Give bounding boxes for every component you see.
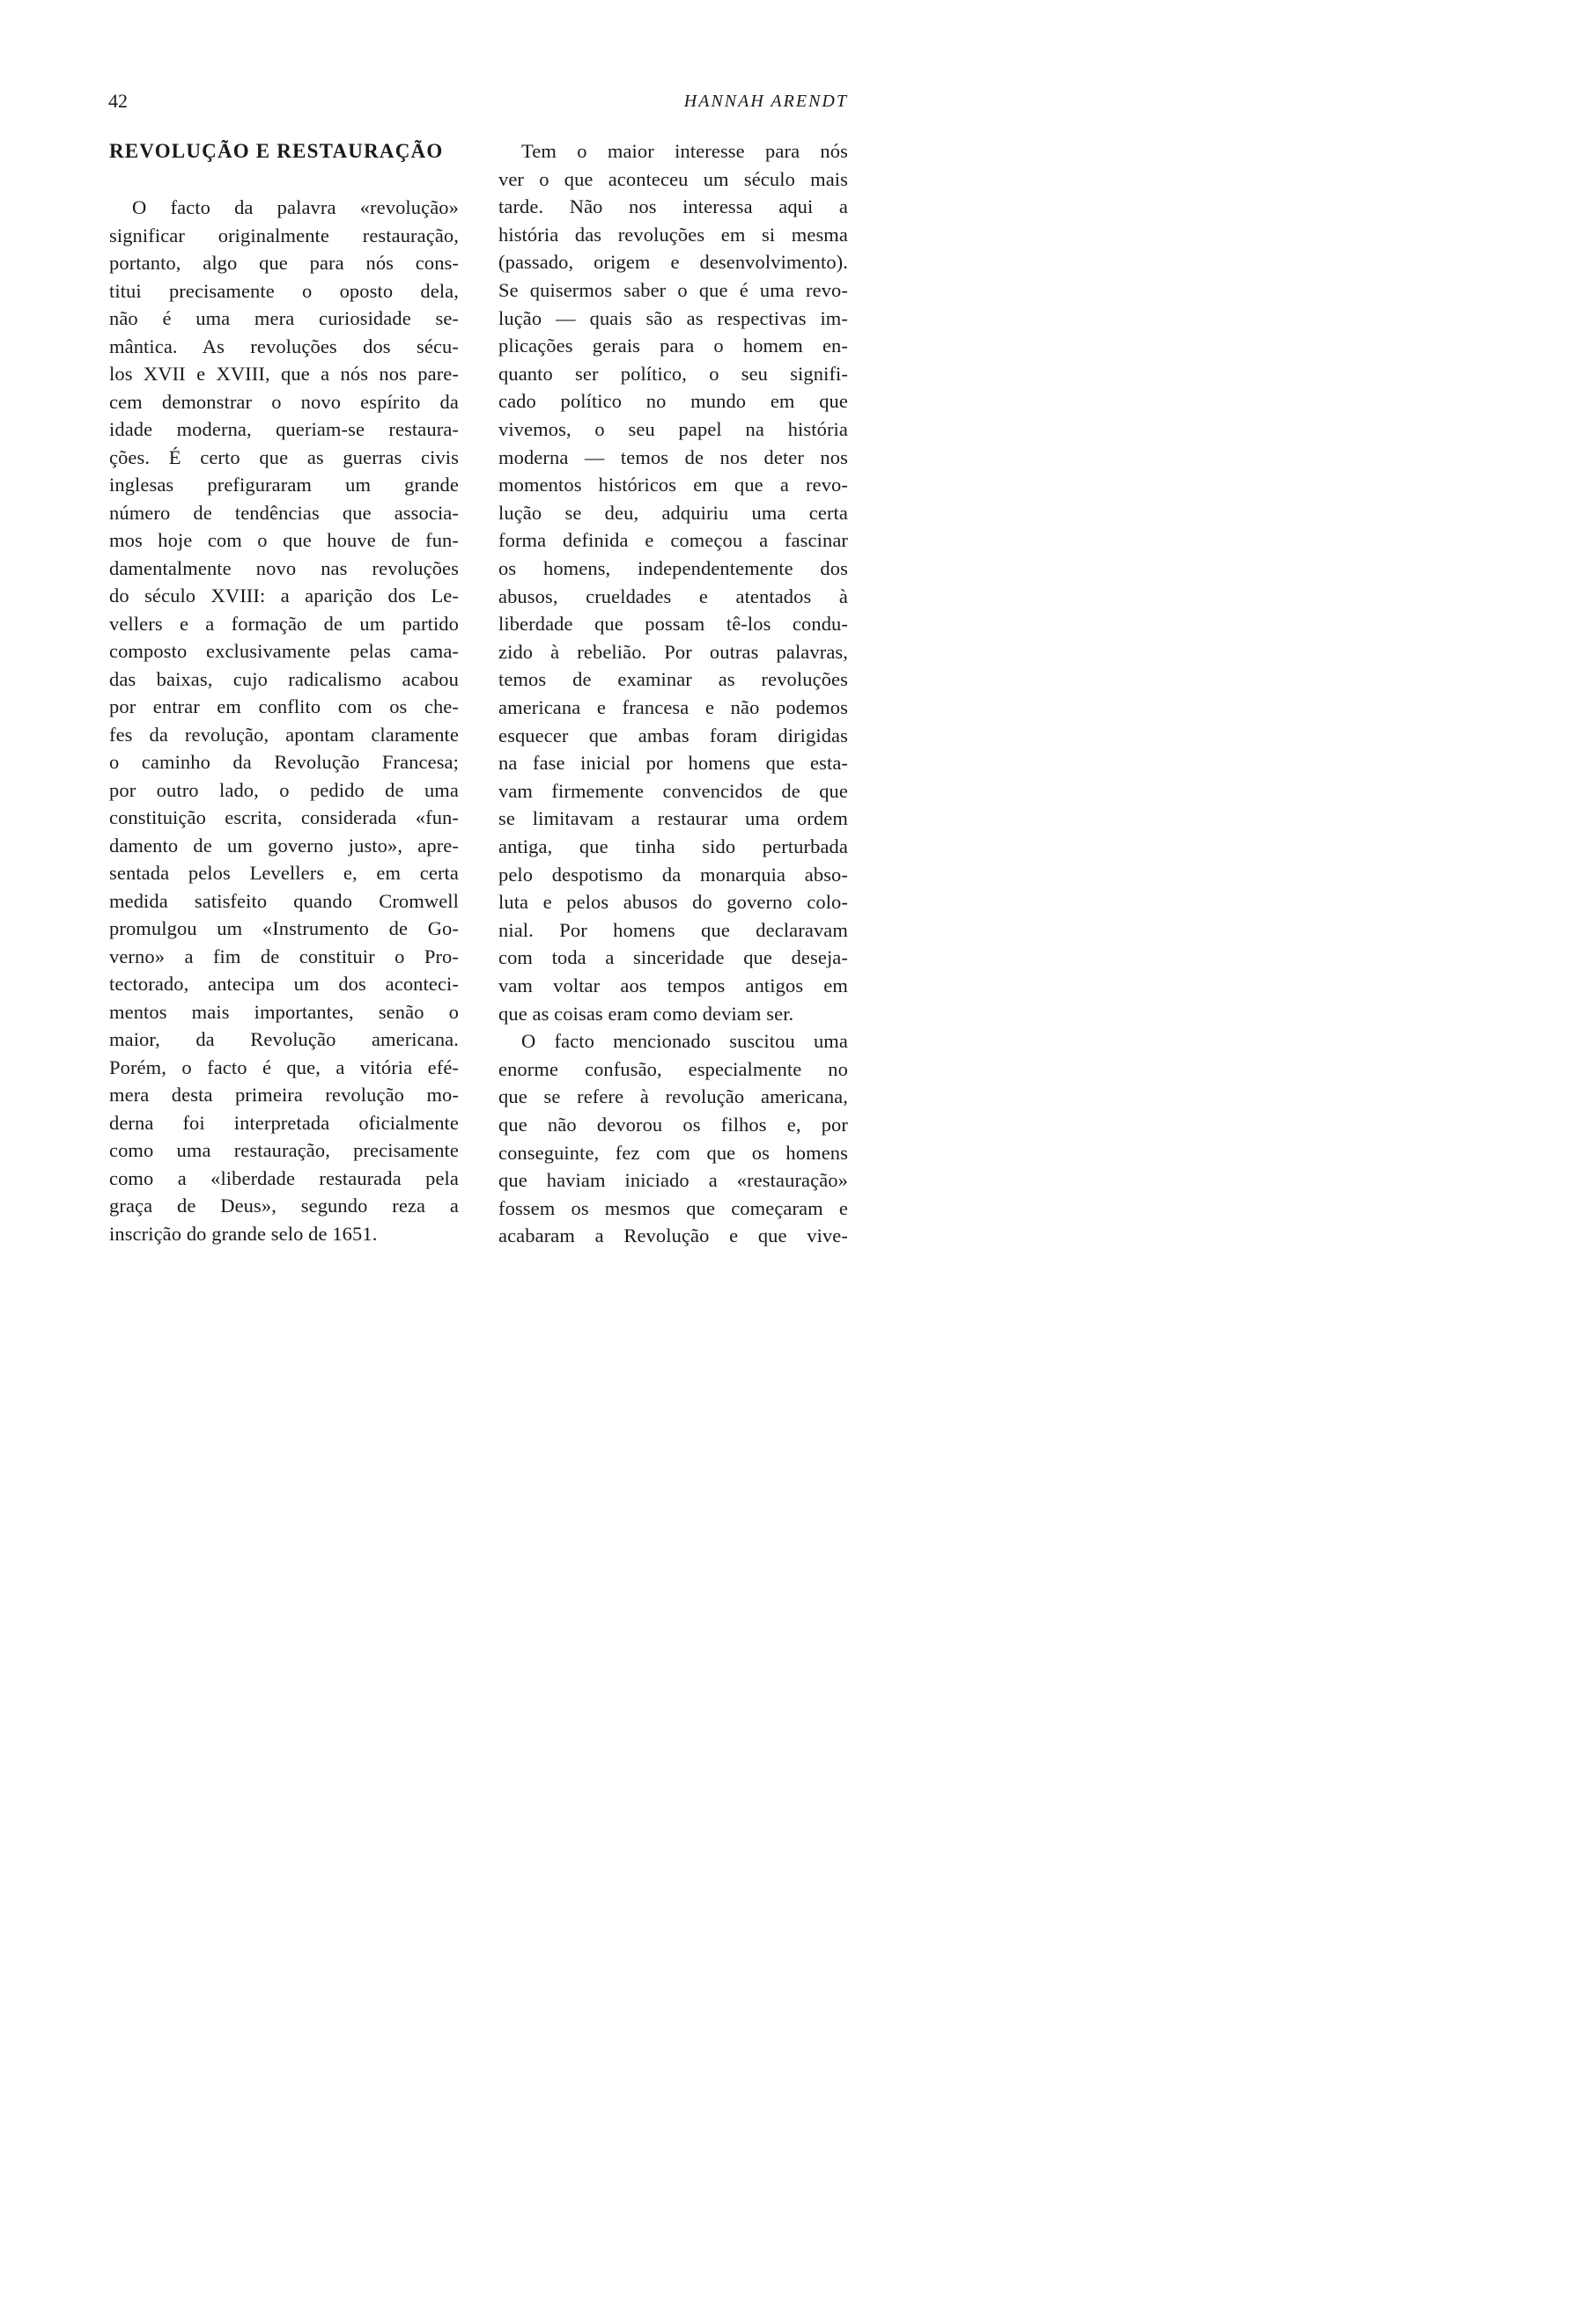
text-line: titui precisamente o oposto dela, (109, 279, 459, 302)
text-line: fes da revolução, apontam claramente (109, 723, 459, 746)
text-line: cado político no mundo em que (498, 390, 848, 413)
text-line: como a «liberdade restaurada pela (109, 1166, 459, 1189)
text-line: vam voltar aos tempos antigos em (498, 974, 848, 997)
text-line: medida satisfeito quando Cromwell (109, 889, 459, 912)
section-heading: REVOLUÇÃO E RESTAURAÇÃO (109, 140, 444, 162)
text-line: vellers e a formação de um partido (109, 612, 459, 635)
text-line: ções. É certo que as guerras civis (109, 445, 459, 468)
text-line: composto exclusivamente pelas cama- (109, 640, 459, 662)
running-head: HANNAH ARENDT (683, 92, 848, 111)
text-line: moderna — temos de nos deter nos (498, 445, 848, 468)
text-line: conseguinte, fez com que os homens (498, 1141, 848, 1164)
text-line: derna foi interpretada oficialmente (109, 1111, 459, 1134)
text-line: constituição escrita, considerada «fun- (109, 806, 459, 828)
text-line: história das revoluções em si mesma (498, 223, 848, 246)
text-line: ver o que aconteceu um século mais (498, 167, 848, 190)
text-line: vivemos, o seu papel na história (498, 418, 848, 440)
text-line: idade moderna, queriam-se restaura- (109, 418, 459, 440)
text-line: mântica. As revoluções dos sécu- (109, 335, 459, 357)
text-line: os homens, independentemente dos (498, 557, 848, 579)
text-line: vam firmemente convencidos de que (498, 779, 848, 802)
text-line: liberdade que possam tê-los condu- (498, 613, 848, 636)
text-line: com toda a sinceridade que deseja- (498, 946, 848, 969)
text-line: esquecer que ambas foram dirigidas (498, 724, 848, 746)
text-line: O facto mencionado suscitou uma (521, 1030, 848, 1053)
text-line: mentos mais importantes, senão o (109, 1000, 459, 1023)
text-line: (passado, origem e desenvolvimento). (498, 251, 848, 274)
page-number: 42 (108, 90, 128, 112)
text-line: promulgou um «Instrumento de Go- (109, 917, 459, 939)
text-line: momentos históricos em que a revo- (498, 474, 848, 496)
text-line: acabaram a Revolução e que vive- (498, 1225, 848, 1247)
text-line: que as coisas eram como deviam ser. (498, 1002, 794, 1025)
text-line: que não devorou os filhos e, por (498, 1114, 848, 1136)
text-line: abusos, crueldades e atentados à (498, 585, 848, 607)
text-line: graça de Deus», segundo reza a (109, 1195, 459, 1217)
text-line: zido à rebelião. Por outras palavras, (498, 640, 848, 663)
text-line: pelo despotismo da monarquia abso- (498, 863, 848, 886)
text-line: nial. Por homens que declaravam (498, 918, 848, 941)
text-line: temos de examinar as revoluções (498, 668, 848, 691)
text-line: como uma restauração, precisamente (109, 1139, 459, 1161)
text-line: que haviam iniciado a «restauração» (498, 1169, 848, 1192)
text-line: por entrar em conflito com os che- (109, 695, 459, 717)
text-line: na fase inicial por homens que esta- (498, 752, 848, 775)
text-line: cem demonstrar o novo espírito da (109, 390, 459, 413)
text-line: luta e pelos abusos do governo colo- (498, 891, 848, 914)
text-line: portanto, algo que para nós cons- (109, 252, 459, 274)
text-line: número de tendências que associa- (109, 501, 459, 524)
text-line: antiga, que tinha sido perturbada (498, 835, 848, 857)
text-line: o caminho da Revolução Francesa; (109, 751, 459, 773)
text-line: los XVII e XVIII, que a nós nos pare- (109, 363, 459, 385)
text-line: forma definida e começou a fascinar (498, 529, 848, 552)
text-line: O facto da palavra «revolução» (132, 196, 459, 218)
text-line: damentalmente novo nas revoluções (109, 556, 459, 579)
text-line: das baixas, cujo radicalismo acabou (109, 667, 459, 690)
text-line: não é uma mera curiosidade se- (109, 307, 459, 329)
text-line: Se quisermos saber o que é uma revo- (498, 279, 848, 301)
text-line: verno» a fim de constituir o Pro- (109, 945, 459, 967)
text-line: mos hoje com o que houve de fun- (109, 529, 459, 551)
text-line: do século XVIII: a aparição dos Le- (109, 585, 459, 607)
text-line: tectorado, antecipa um dos aconteci- (109, 973, 459, 995)
text-line: mera desta primeira revolução mo- (109, 1084, 459, 1106)
text-line: tarde. Não nos interessa aqui a (498, 195, 848, 218)
text-line: enorme confusão, especialmente no (498, 1057, 848, 1080)
text-line: Porém, o facto é que, a vitória efé- (109, 1055, 459, 1078)
text-line: por outro lado, o pedido de uma (109, 778, 459, 801)
text-line: damento de um governo justo», apre- (109, 834, 459, 857)
text-line: inscrição do grande selo de 1651. (109, 1222, 378, 1245)
text-line: inglesas prefiguraram um grande (109, 474, 459, 496)
text-line: Tem o maior interesse para nós (521, 140, 848, 162)
text-line: fossem os mesmos que começaram e (498, 1196, 848, 1219)
text-line: lução se deu, adquiriu uma certa (498, 501, 848, 524)
text-line: se limitavam a restaurar uma ordem (498, 807, 848, 830)
text-line: sentada pelos Levellers e, em certa (109, 862, 459, 884)
text-line: plicações gerais para o homem en- (498, 335, 848, 357)
text-line: significar originalmente restauração, (109, 224, 459, 246)
text-line: maior, da Revolução americana. (109, 1028, 459, 1050)
text-line: americana e francesa e não podemos (498, 696, 848, 718)
text-line: quanto ser político, o seu signifi- (498, 362, 848, 385)
text-line: que se refere à revolução americana, (498, 1085, 848, 1108)
text-line: lução — quais são as respectivas im- (498, 306, 848, 329)
